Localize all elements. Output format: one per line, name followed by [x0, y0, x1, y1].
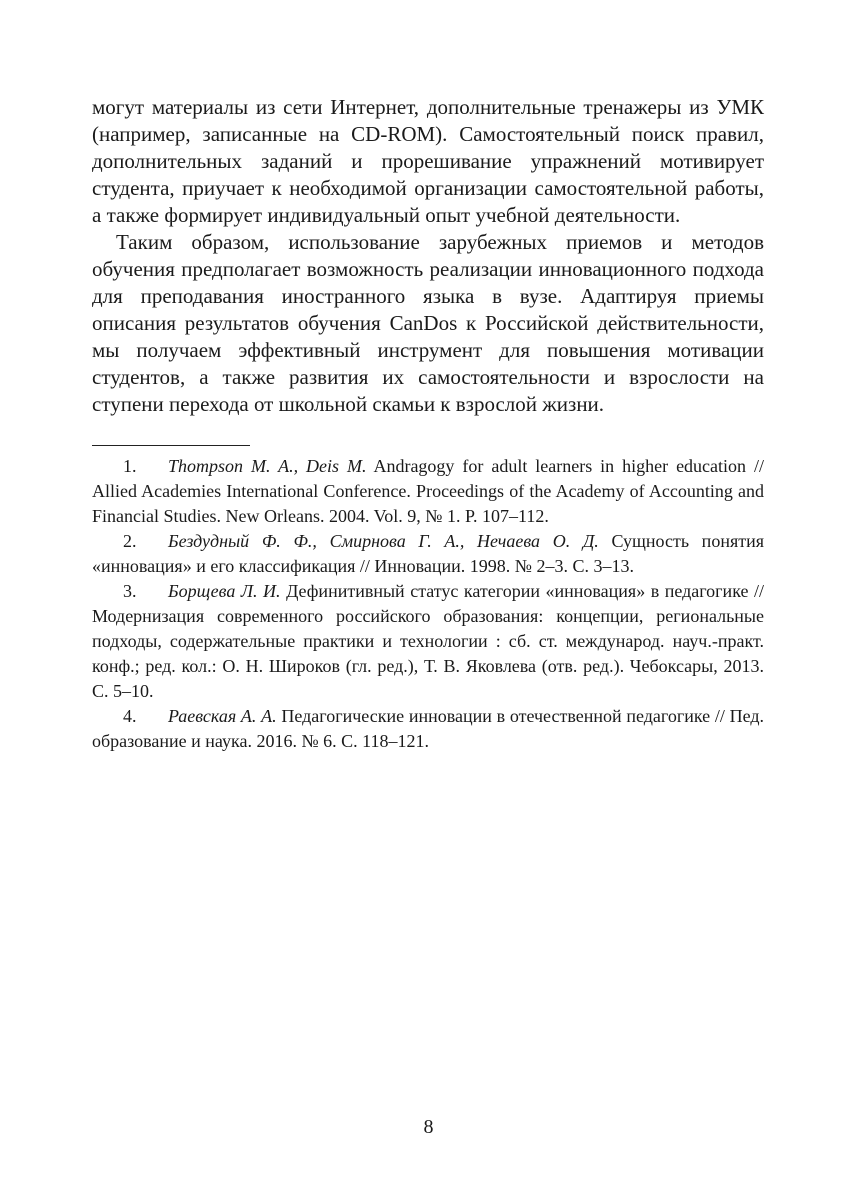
reference-number: 4. — [123, 706, 137, 726]
reference-list — [92, 454, 764, 754]
reference-item — [92, 454, 764, 529]
reference-number: 1. — [123, 456, 137, 476]
paragraph-conclusion: Таким образом, использование зарубежных приемов и методов обучения предполагает возможность реализации инновационного подхода для преподавания иностранного языка в вузе. Адаптируя приемы описания результатов обучения CanDos к Российской действительности, мы получаем эффективный инструмент для повышения мотивации студентов, а также развития их самостоятельности и взрослости на ступени перехода от школьной скамьи к взрослой жизни. — [92, 230, 764, 416]
reference-text: Andragogy for adult learners in higher education // Allied Academies International Conference. Proceedings of the Academy of Accounting and Financial Studies. New Orleans. 2004. Vol. 9, № 1. P. 107–112. — [92, 456, 764, 526]
reference-authors: Бездудный Ф. Ф., Смирнова Г. А., Нечаева О. Д. — [168, 531, 599, 551]
reference-text: Педагогические инновации в отечественной педагогике // Пед. образование и наука. 2016. № 6. С. 118–121. — [92, 706, 764, 751]
reference-authors: Борщева Л. И. — [168, 581, 281, 601]
reference-item — [92, 704, 764, 754]
page-content — [92, 94, 764, 754]
reference-number: 2. — [123, 531, 137, 551]
reference-item — [92, 529, 764, 579]
footnote-divider — [92, 445, 250, 446]
body-text — [92, 94, 764, 418]
reference-text: Сущность понятия «инновация» и его классификация // Инновации. 1998. № 2–3. С. 3–13. — [92, 531, 765, 576]
reference-text: Дефинитивный статус категории «инновация» в педагогике // Модернизация современного российского образования: концепции, региональные подходы, содержательные практики и технологии : сб. ст. международ. науч.-практ. конф.; ред. кол.: О. Н. Широков (гл. ред.), Т. В. Яковлева (отв. ред.). Чебоксары, 2013. С. 5–10. — [92, 581, 764, 701]
reference-item — [92, 579, 764, 704]
page-number: 8 — [423, 1116, 434, 1138]
reference-authors: Thompson M. A., Deis M. — [168, 456, 367, 476]
reference-authors: Раевская А. А. — [168, 706, 277, 726]
paragraph-continuation: могут материалы из сети Интернет, дополнительные тренажеры из УМК (например, записанные на CD-ROM). Самостоятельный поиск правил, дополнительных заданий и прорешивание упражнений мотивирует студента, приучает к необходимой организации самостоятельной работы, а также формирует индивидуальный опыт учебной деятельности. — [92, 95, 764, 227]
reference-number: 3. — [123, 581, 137, 601]
